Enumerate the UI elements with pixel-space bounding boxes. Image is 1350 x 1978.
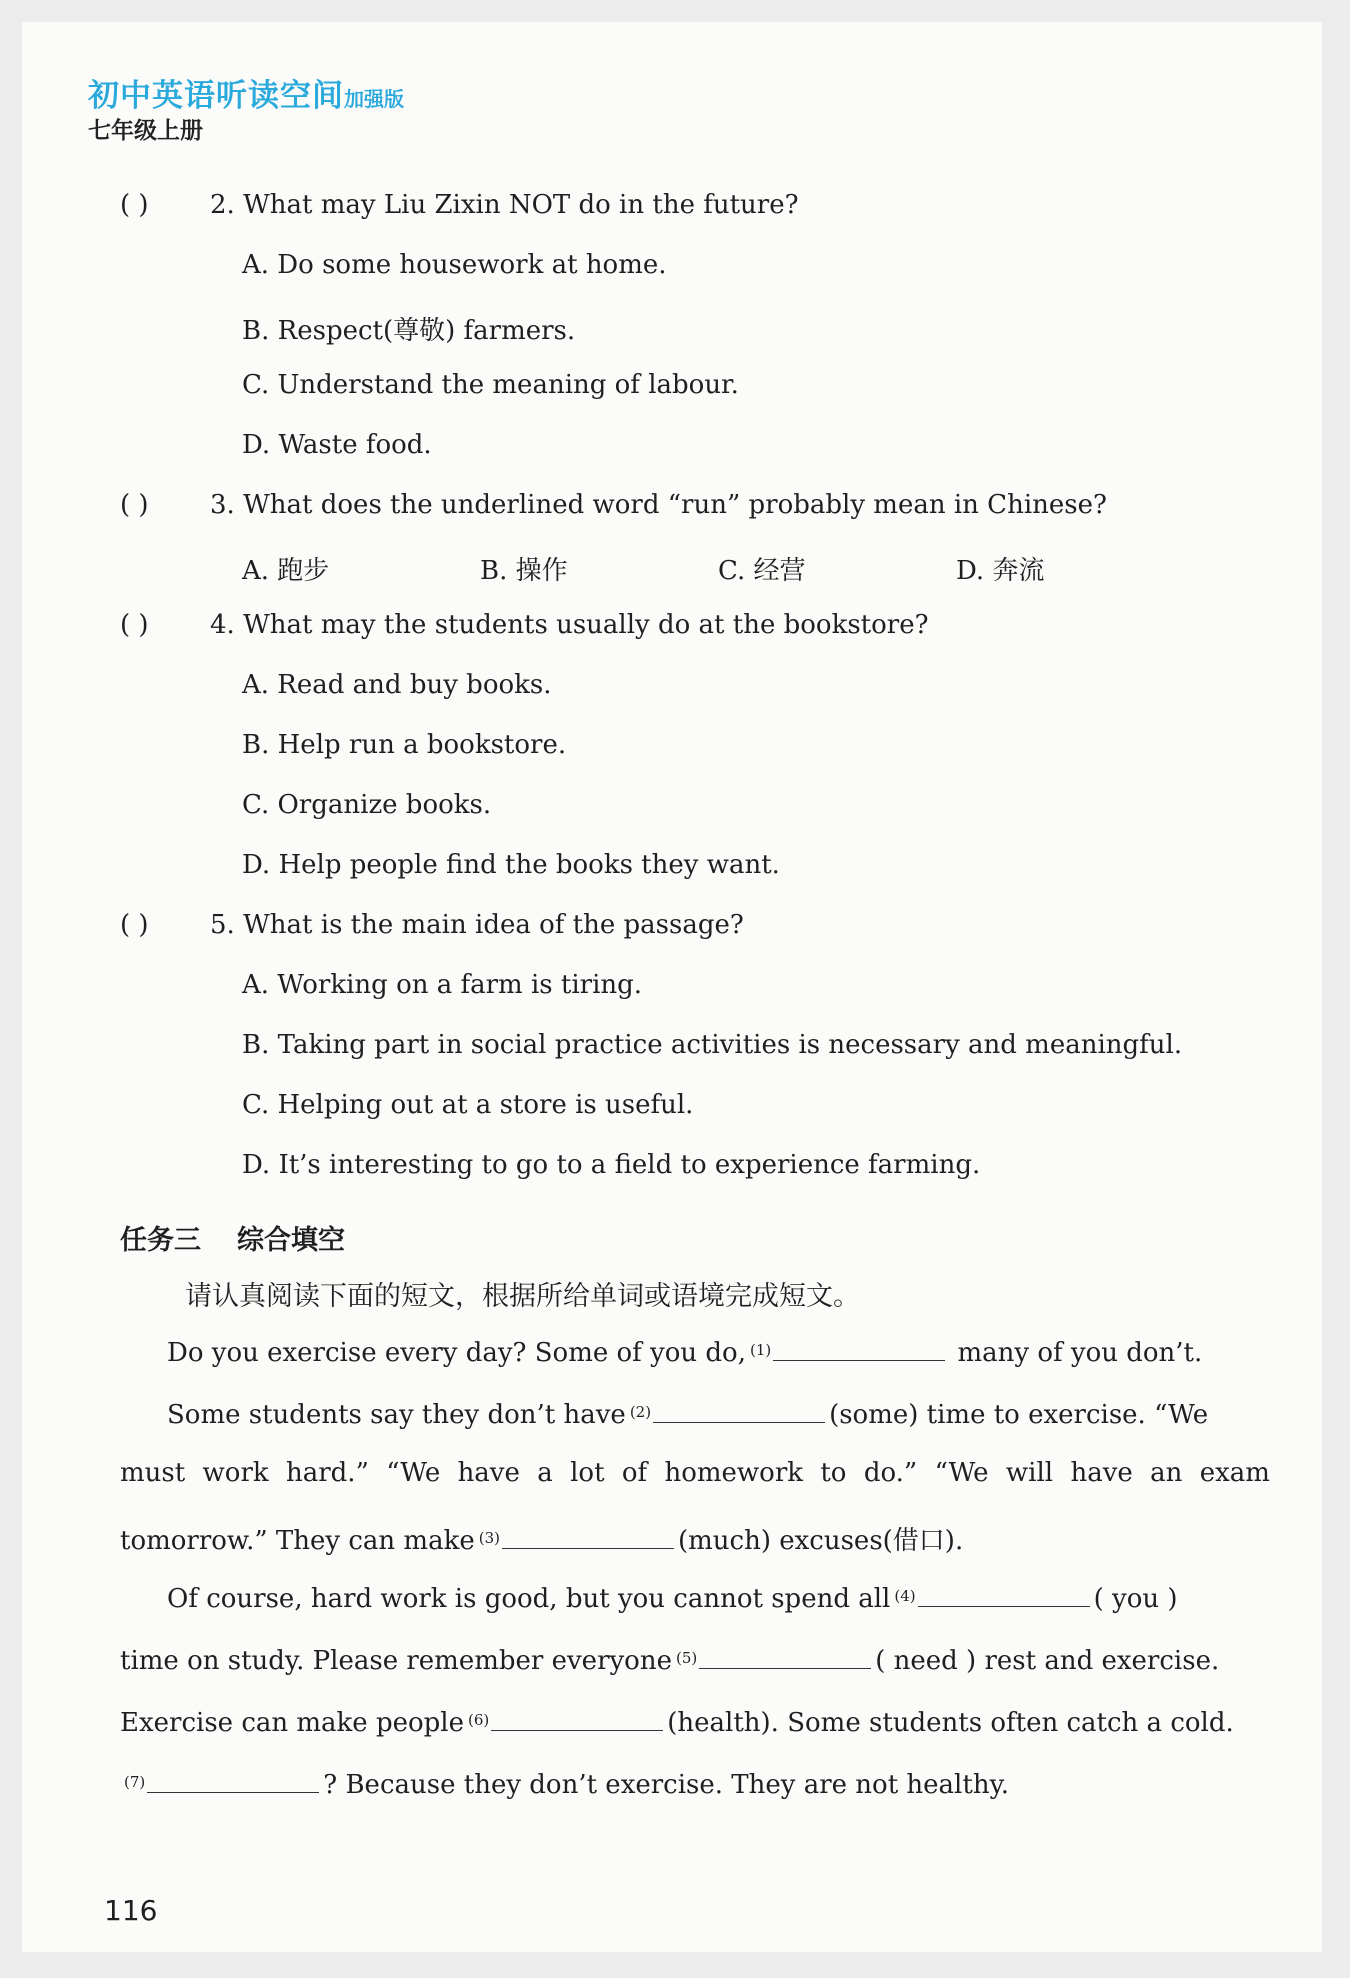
question-stem: 3. What does the underlined word “run” probably mean in Chinese?	[210, 490, 1107, 520]
blank-field[interactable]	[147, 1768, 319, 1793]
answer-paren: ( )	[120, 610, 149, 640]
blank-number: (1)	[749, 1341, 772, 1359]
question-stem: 2. What may Liu Zixin NOT do in the future?	[210, 190, 799, 220]
option-b: B. 操作	[480, 556, 568, 586]
option-a: A. Do some housework at home.	[242, 250, 667, 280]
blank-field[interactable]	[491, 1706, 663, 1731]
section-title: 综合填空	[237, 1225, 345, 1256]
page	[22, 22, 1322, 1952]
section-instruction: 请认真阅读下面的短文，根据所给单词或语境完成短文。	[185, 1281, 860, 1312]
blank-number: (4)	[894, 1587, 916, 1605]
passage-line: must work hard.” “We have a lot of homework to do.” “We will have an exam	[120, 1458, 1270, 1488]
blank-field[interactable]	[699, 1644, 871, 1669]
option-a: A. 跑步	[242, 556, 330, 586]
option-d: D. Help people find the books they want.	[242, 850, 780, 880]
passage-line: Some students say they don’t have $^{(2)}$ (some) time to exercise. “We	[167, 1400, 1209, 1430]
option-a: A. Read and buy books.	[242, 670, 552, 700]
blank-number: (2)	[629, 1403, 652, 1421]
passage-line: tomorrow.” They can make $^{(3)}$ (much) excuses(借口).	[120, 1526, 964, 1556]
option-c: C. 经营	[718, 556, 806, 586]
blank-number: (5)	[675, 1649, 698, 1667]
blank-number: (7)	[124, 1773, 146, 1791]
page-number: 116	[104, 1894, 158, 1927]
blank-field[interactable]	[773, 1336, 945, 1361]
option-c: C. Helping out at a store is useful.	[242, 1090, 694, 1120]
passage-line: Do you exercise every day? Some of you do, $^{(1)}$ many of you don’t.	[167, 1338, 1203, 1368]
book-title: 初中英语听读空间加强版	[88, 78, 404, 114]
blank-number: (6)	[468, 1711, 490, 1729]
passage-line: time on study. Please remember everyone $^{(5)}$ ( need ) rest and exercise.	[120, 1646, 1220, 1676]
answer-paren: ( )	[120, 190, 149, 220]
blank-number: (3)	[478, 1529, 500, 1547]
option-b: B. Help run a bookstore.	[242, 730, 567, 760]
option-b: B. Respect(尊敬) farmers.	[242, 316, 576, 346]
section-task: 任务三	[120, 1225, 201, 1256]
grade-label: 七年级上册	[88, 118, 203, 144]
option-d: D. Waste food.	[242, 430, 432, 460]
option-d: D. It’s interesting to go to a field to experience farming.	[242, 1150, 981, 1180]
question-stem: 5. What is the main idea of the passage?	[210, 910, 744, 940]
answer-paren: ( )	[120, 490, 149, 520]
blank-field[interactable]	[502, 1524, 674, 1549]
option-a: A. Working on a farm is tiring.	[242, 970, 643, 1000]
option-b: B. Taking part in social practice activities is necessary and meaningful.	[242, 1030, 1183, 1060]
passage-line: $^{(7)}$ ? Because they don’t exercise. They are not healthy.	[124, 1770, 1010, 1800]
answer-paren: ( )	[120, 910, 149, 940]
book-title-suffix: 加强版	[344, 87, 404, 111]
blank-field[interactable]	[653, 1398, 825, 1423]
passage-line: Of course, hard work is good, but you cannot spend all $^{(4)}$ ( you )	[167, 1584, 1178, 1614]
blank-field[interactable]	[918, 1582, 1090, 1607]
passage-line: Exercise can make people $^{(6)}$ (health). Some students often catch a cold.	[120, 1708, 1234, 1738]
section-heading	[120, 1218, 345, 1257]
option-c: C. Understand the meaning of labour.	[242, 370, 739, 400]
option-c: C. Organize books.	[242, 790, 492, 820]
question-stem: 4. What may the students usually do at the bookstore?	[210, 610, 929, 640]
option-d: D. 奔流	[956, 556, 1045, 586]
